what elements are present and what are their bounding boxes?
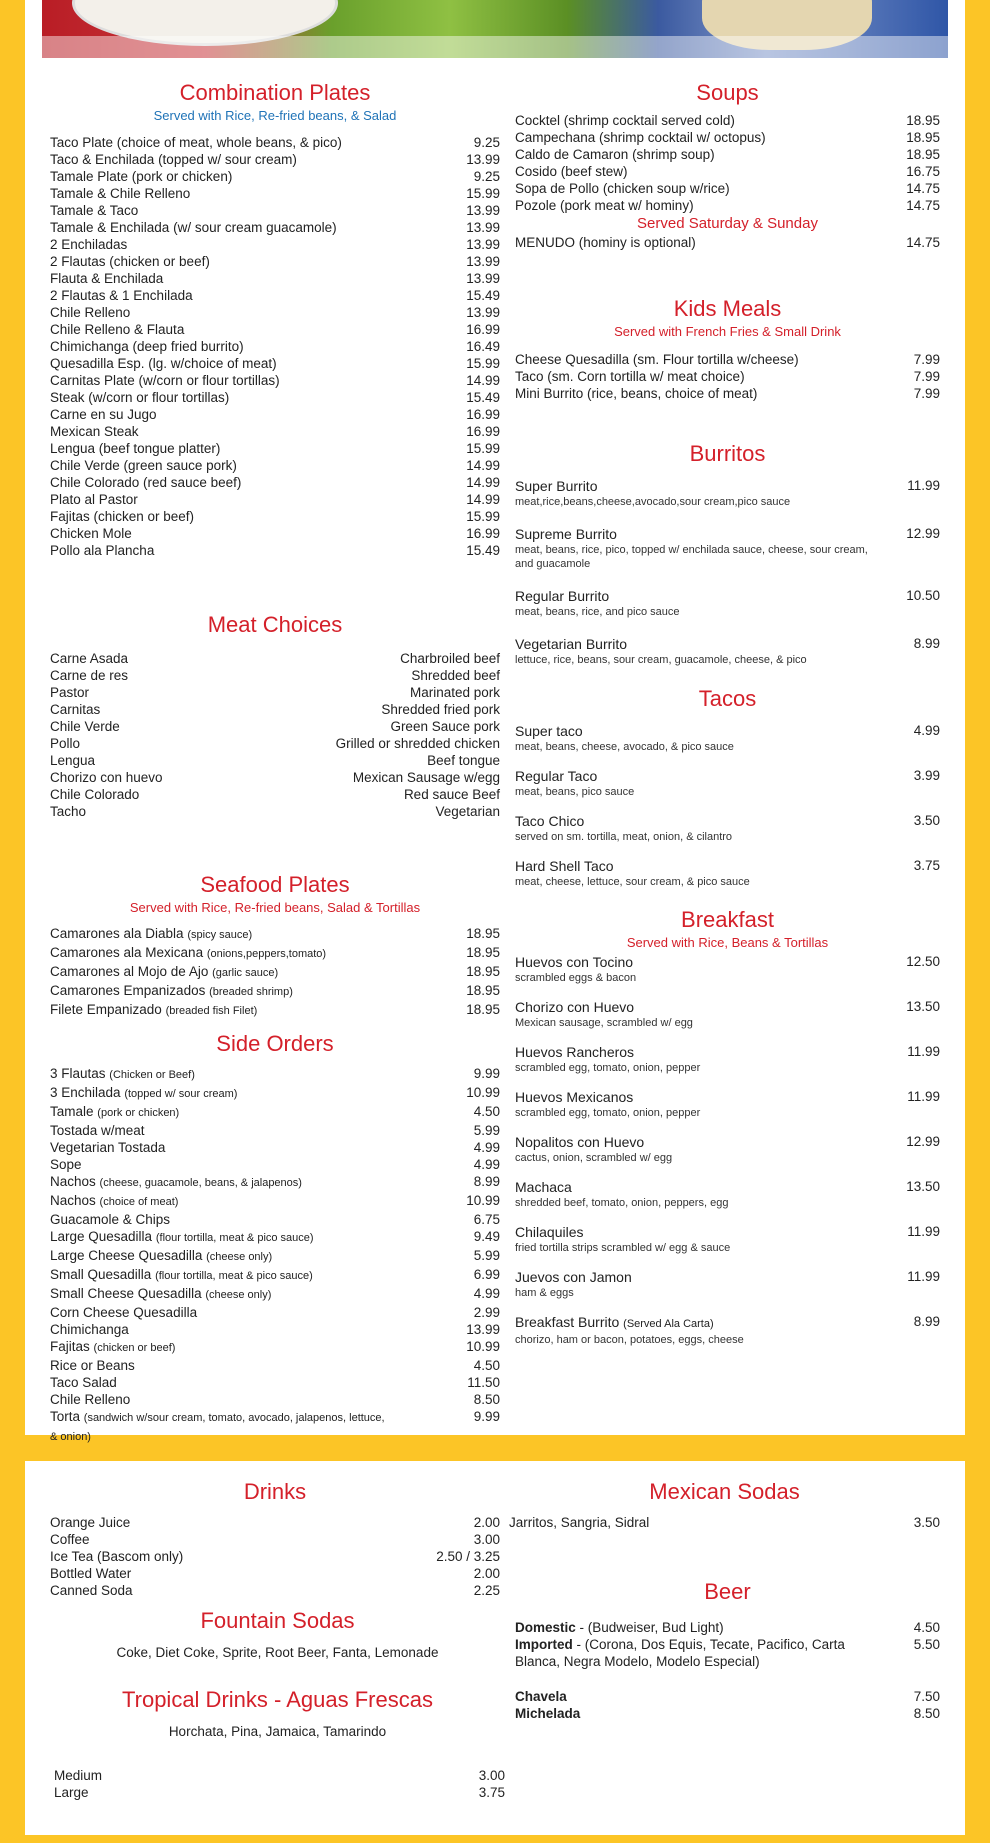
- tropical-title: Tropical Drinks - Aguas Frescas: [122, 1687, 433, 1712]
- kids-item: Mini Burrito (rice, beans, choice of meat) 7.99: [515, 386, 940, 401]
- drink-item: Coffee 3.00: [50, 1532, 500, 1547]
- taco-item: Taco Chico 3.50 served on sm. tortilla, meat, onion, & cilantro: [515, 813, 940, 843]
- combination-item: Lengua (beef tongue platter) 15.99: [50, 441, 500, 456]
- mexican-sodas-row: Jarritos, Sangria, Sidral 3.50: [509, 1515, 940, 1530]
- sides-section: [50, 1031, 500, 1446]
- combination-item: Mexican Steak 16.99: [50, 424, 500, 439]
- beer-title: Beer: [704, 1579, 751, 1604]
- soup-item: Caldo de Camaron (shrimp soup) 18.95: [515, 147, 940, 162]
- side-item: Fajitas (chicken or beef) 10.99: [50, 1339, 500, 1354]
- breakfast-section: [515, 907, 940, 1361]
- meat-item: Carne Asada Charbroiled beef: [50, 651, 500, 666]
- combination-item: Chile Verde (green sauce pork) 14.99: [50, 458, 500, 473]
- beer-domestic-row: Domestic - (Budweiser, Bud Light) 4.50: [515, 1620, 940, 1635]
- side-item: Small Quesadilla (flour tortilla, meat & pico sauce) 6.99: [50, 1267, 500, 1282]
- burritos-section: [515, 441, 940, 684]
- burrito-item: Regular Burrito 10.50 meat, beans, rice, and pico sauce: [515, 588, 940, 618]
- meat-item: Pastor Marinated pork: [50, 685, 500, 700]
- beer-imported-row: Imported - (Corona, Dos Equis, Tecate, Pacifico, Carta Blanca, Negra Modelo, Modelo Especial) 5.50: [515, 1637, 940, 1669]
- side-item: Nachos (cheese, guacamole, beans, & jalapenos) 8.99: [50, 1174, 500, 1189]
- combination-title: Combination Plates: [179, 80, 371, 105]
- soup-item: Pozole (pork meat w/ hominy) 14.75: [515, 198, 940, 213]
- breakfast-title: Breakfast: [681, 907, 774, 932]
- meat-item: Pollo Grilled or shredded chicken: [50, 736, 500, 751]
- meat-item: Tacho Vegetarian: [50, 804, 500, 819]
- sides-title: Side Orders: [216, 1031, 334, 1056]
- breakfast-item: Juevos con Jamon 11.99 ham & eggs: [515, 1269, 940, 1299]
- kids-subtitle: Served with French Fries & Small Drink: [614, 324, 841, 339]
- breakfast-item: Nopalitos con Huevo 12.99 cactus, onion, scrambled w/ egg: [515, 1134, 940, 1164]
- meat-title: Meat Choices: [207, 612, 343, 637]
- drink-item: Orange Juice 2.00: [50, 1515, 500, 1530]
- combination-item: Steak (w/corn or flour tortillas) 15.49: [50, 390, 500, 405]
- side-item: Chile Relleno 8.50: [50, 1392, 500, 1407]
- combination-item: Pollo ala Plancha 15.49: [50, 543, 500, 558]
- combination-item: Chile Relleno 13.99: [50, 305, 500, 320]
- combination-item: Tamale & Enchilada (w/ sour cream guacamole) 13.99: [50, 220, 500, 235]
- combination-item: Tamale & Taco 13.99: [50, 203, 500, 218]
- tropical-size-item: Large 3.75: [54, 1785, 505, 1800]
- combination-item: Tamale Plate (pork or chicken) 9.25: [50, 169, 500, 184]
- side-item: Torta (sandwich w/sour cream, tomato, avocado, jalapenos, lettuce, & onion) 9.99: [50, 1409, 500, 1443]
- side-item: Tamale (pork or chicken) 4.50: [50, 1104, 500, 1119]
- tacos-title: Tacos: [698, 686, 757, 711]
- drink-item: Ice Tea (Bascom only) 2.50 / 3.25: [50, 1549, 500, 1564]
- weekend-note: Served Saturday & Sunday: [637, 215, 818, 232]
- breakfast-item: Breakfast Burrito (Served Ala Carta) 8.99 chorizo, ham or bacon, potatoes, eggs, cheese: [515, 1314, 940, 1346]
- meat-item: Chorizo con huevo Mexican Sausage w/egg: [50, 770, 500, 785]
- kids-title: Kids Meals: [673, 296, 782, 321]
- combination-item: Taco Plate (choice of meat, whole beans, & pico) 9.25: [50, 135, 500, 150]
- drinks-title: Drinks: [243, 1479, 307, 1504]
- fountain-section: [50, 1608, 505, 1660]
- mexican-sodas-title: Mexican Sodas: [649, 1479, 800, 1504]
- burrito-item: Supreme Burrito 12.99 meat, beans, rice, pico, topped w/ enchilada sauce, cheese, sour cream, and guacamole: [515, 526, 940, 570]
- side-item: Chimichanga 13.99: [50, 1322, 500, 1337]
- combination-item: Flauta & Enchilada 13.99: [50, 271, 500, 286]
- taco-item: Hard Shell Taco 3.75 meat, cheese, lettuce, sour cream, & pico sauce: [515, 858, 940, 888]
- tropical-text: Horchata, Pina, Jamaica, Tamarindo: [168, 1724, 387, 1739]
- meat-item: Carne de res Shredded beef: [50, 668, 500, 683]
- breakfast-item: Chilaquiles 11.99 fried tortilla strips scrambled w/ egg & sauce: [515, 1224, 940, 1254]
- burrito-item: Vegetarian Burrito 8.99 lettuce, rice, beans, sour cream, guacamole, cheese, & pico: [515, 636, 940, 666]
- kids-item: Cheese Quesadilla (sm. Flour tortilla w/cheese) 7.99: [515, 352, 940, 367]
- seafood-item: Camarones al Mojo de Ajo (garlic sauce) 18.95: [50, 964, 500, 979]
- side-item: Vegetarian Tostada 4.99: [50, 1140, 500, 1155]
- side-item: Taco Salad 11.50: [50, 1375, 500, 1390]
- drink-item: Bottled Water 2.00: [50, 1566, 500, 1581]
- breakfast-item: Huevos Rancheros 11.99 scrambled egg, tomato, onion, pepper: [515, 1044, 940, 1074]
- combination-item: Fajitas (chicken or beef) 15.99: [50, 509, 500, 524]
- menudo-row: MENUDO (hominy is optional) 14.75: [515, 235, 940, 250]
- fountain-text: Coke, Diet Coke, Sprite, Root Beer, Fanta, Lemonade: [116, 1645, 439, 1660]
- breakfast-item: Machaca 13.50 shredded beef, tomato, onion, peppers, egg: [515, 1179, 940, 1209]
- combination-item: Carnitas Plate (w/corn or flour tortillas) 14.99: [50, 373, 500, 388]
- combination-section: [50, 80, 500, 559]
- combination-item: 2 Enchiladas 13.99: [50, 237, 500, 252]
- burritos-title: Burritos: [689, 441, 766, 466]
- combination-item: 2 Flautas & 1 Enchilada 15.49: [50, 288, 500, 303]
- combination-item: Chile Relleno & Flauta 16.99: [50, 322, 500, 337]
- seafood-section: [50, 872, 500, 1020]
- breakfast-item: Huevos con Tocino 12.50 scrambled eggs & bacon: [515, 954, 940, 984]
- meat-item: Lengua Beef tongue: [50, 753, 500, 768]
- side-item: Small Cheese Quesadilla (cheese only) 4.99: [50, 1286, 500, 1301]
- seafood-title: Seafood Plates: [200, 872, 350, 897]
- breakfast-subtitle: Served with Rice, Beans & Tortillas: [626, 935, 829, 950]
- breakfast-item: Chorizo con Huevo 13.50 Mexican sausage, scrambled w/ egg: [515, 999, 940, 1029]
- kids-section: [515, 296, 940, 402]
- seafood-item: Camarones ala Diabla (spicy sauce) 18.95: [50, 926, 500, 941]
- side-item: 3 Enchilada (topped w/ sour cream) 10.99: [50, 1085, 500, 1100]
- combination-item: Carne en su Jugo 16.99: [50, 407, 500, 422]
- burrito-item: Super Burrito 11.99 meat,rice,beans,cheese,avocado,sour cream,pico sauce: [515, 478, 940, 508]
- side-item: Sope 4.99: [50, 1157, 500, 1172]
- soups-title: Soups: [696, 80, 759, 105]
- combination-item: Chile Colorado (red sauce beef) 14.99: [50, 475, 500, 490]
- taco-item: Super taco 4.99 meat, beans, cheese, avocado, & pico sauce: [515, 723, 940, 753]
- tropical-size-item: Medium 3.00: [54, 1768, 505, 1783]
- soup-item: Cosido (beef stew) 16.75: [515, 164, 940, 179]
- meat-item: Carnitas Shredded fried pork: [50, 702, 500, 717]
- combination-item: Taco & Enchilada (topped w/ sour cream) 13.99: [50, 152, 500, 167]
- taco-item: Regular Taco 3.99 meat, beans, pico sauce: [515, 768, 940, 798]
- fountain-title: Fountain Sodas: [200, 1608, 355, 1633]
- side-item: 3 Flautas (Chicken or Beef) 9.99: [50, 1066, 500, 1081]
- seafood-item: Camarones Empanizados (breaded shrimp) 18.95: [50, 983, 500, 998]
- beer-michelada-row: Michelada 8.50: [515, 1706, 940, 1721]
- drink-item: Canned Soda 2.25: [50, 1583, 500, 1598]
- meat-item: Chile Verde Green Sauce pork: [50, 719, 500, 734]
- combination-item: Plato al Pastor 14.99: [50, 492, 500, 507]
- side-item: Rice or Beans 4.50: [50, 1358, 500, 1373]
- soup-item: Campechana (shrimp cocktail w/ octopus) 18.95: [515, 130, 940, 145]
- menu-panel-main: [25, 0, 965, 1443]
- beer-section: [515, 1579, 940, 1722]
- combination-item: Chimichanga (deep fried burrito) 16.49: [50, 339, 500, 354]
- breakfast-item: Huevos Mexicanos 11.99 scrambled egg, tomato, onion, pepper: [515, 1089, 940, 1119]
- beer-chavela-row: Chavela 7.50: [515, 1689, 940, 1704]
- mexican-sodas-section: [509, 1479, 940, 1531]
- side-item: Guacamole & Chips 6.75: [50, 1212, 500, 1227]
- side-item: Tostada w/meat 5.99: [50, 1123, 500, 1138]
- soup-item: Cocktel (shrimp cocktail served cold) 18.95: [515, 113, 940, 128]
- meat-item: Chile Colorado Red sauce Beef: [50, 787, 500, 802]
- meat-section: [50, 612, 500, 820]
- tropical-section: [50, 1687, 505, 1801]
- combination-subtitle: Served with Rice, Re-fried beans, & Salad: [153, 108, 397, 123]
- soups-section: [515, 80, 940, 251]
- menu-panel-drinks: [25, 1461, 965, 1835]
- side-item: Large Cheese Quesadilla (cheese only) 5.99: [50, 1248, 500, 1263]
- side-item: Large Quesadilla (flour tortilla, meat & pico sauce) 9.49: [50, 1229, 500, 1244]
- combination-item: Tamale & Chile Relleno 15.99: [50, 186, 500, 201]
- drinks-section: [50, 1479, 500, 1599]
- tacos-section: [515, 686, 940, 903]
- combination-item: Quesadilla Esp. (lg. w/choice of meat) 15.99: [50, 356, 500, 371]
- food-banner-image: [42, 0, 948, 58]
- kids-item: Taco (sm. Corn tortilla w/ meat choice) 7.99: [515, 369, 940, 384]
- seafood-item: Filete Empanizado (breaded fish Filet) 18.95: [50, 1002, 500, 1017]
- soup-item: Sopa de Pollo (chicken soup w/rice) 14.75: [515, 181, 940, 196]
- seafood-item: Camarones ala Mexicana (onions,peppers,tomato) 18.95: [50, 945, 500, 960]
- seafood-subtitle: Served with Rice, Re-fried beans, Salad & Tortillas: [129, 900, 421, 915]
- side-item: Corn Cheese Quesadilla 2.99: [50, 1305, 500, 1320]
- combination-item: 2 Flautas (chicken or beef) 13.99: [50, 254, 500, 269]
- side-item: Nachos (choice of meat) 10.99: [50, 1193, 500, 1208]
- combination-item: Chicken Mole 16.99: [50, 526, 500, 541]
